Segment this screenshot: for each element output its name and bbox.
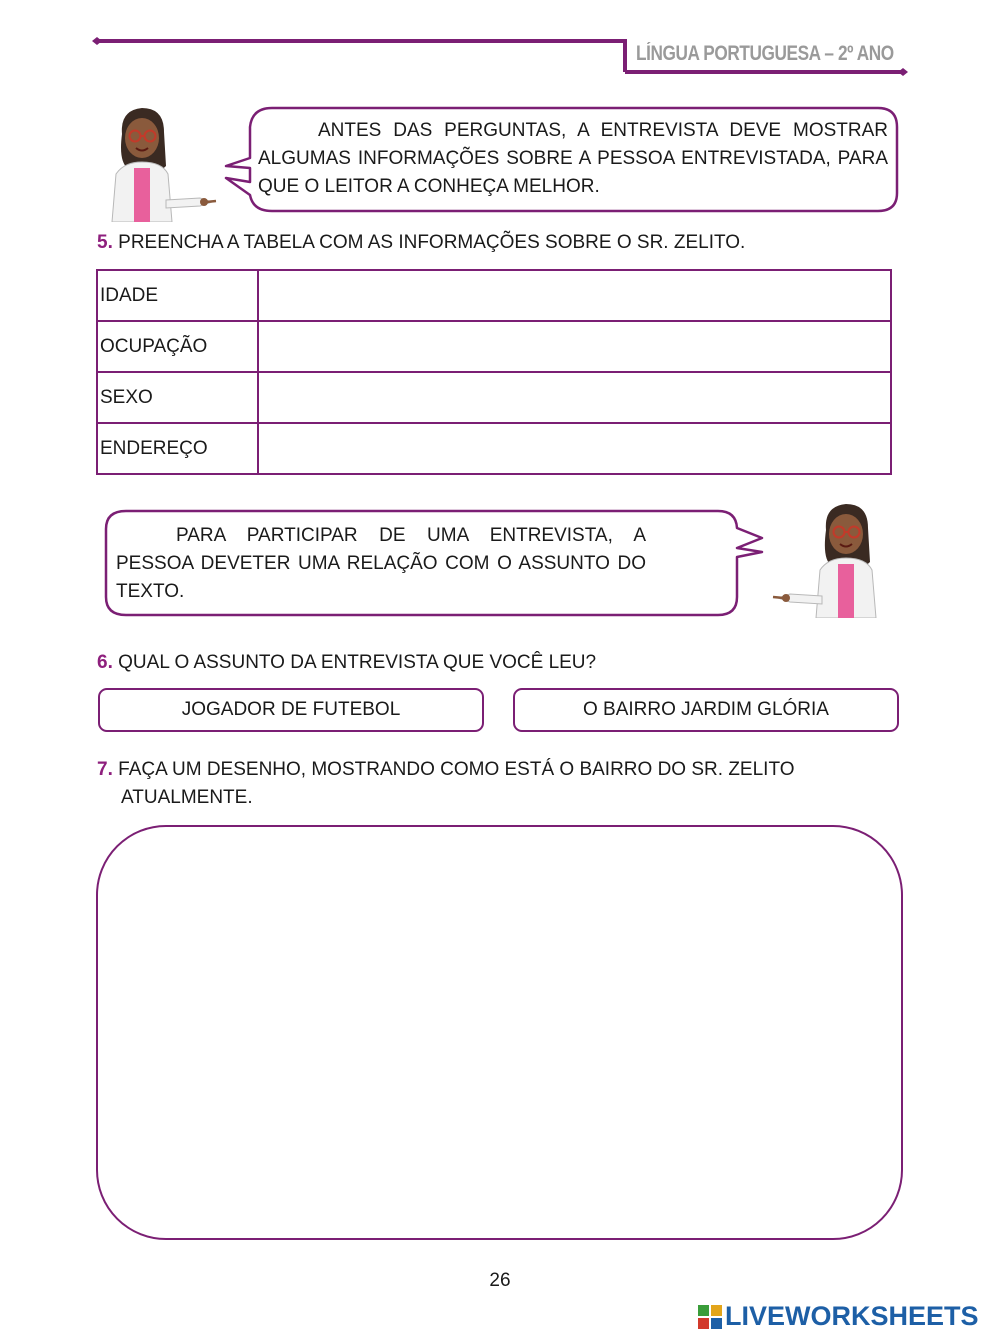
question-text: QUAL O ASSUNTO DA ENTREVISTA QUE VOCÊ LEU? xyxy=(118,652,597,673)
table-answer-cell[interactable] xyxy=(258,372,891,423)
table-label-cell: SEXO xyxy=(97,372,258,423)
speech-bubble-2-text: PARA PARTICIPAR DE UMA ENTREVISTA, A PESSOA DEVETER UMA RELAÇÃO COM O ASSUNTO DO TEXTO. xyxy=(116,525,646,602)
table-label-cell: IDADE xyxy=(97,270,258,321)
question-text-line-1: FAÇA UM DESENHO, MOSTRANDO COMO ESTÁ O BAIRRO DO SR. ZELITO xyxy=(118,759,795,780)
drawing-area[interactable] xyxy=(96,825,903,1240)
table-row xyxy=(97,372,891,423)
liveworksheets-logo-icon xyxy=(697,1304,723,1330)
brand-name: LIVEWORKSHEETS xyxy=(725,1301,979,1331)
answer-option-neighborhood[interactable]: O BAIRRO JARDIM GLÓRIA xyxy=(513,688,899,732)
question-6 xyxy=(97,649,897,677)
speech-bubble-1-text: ANTES DAS PERGUNTAS, A ENTREVISTA DEVE MOSTRAR ALGUMAS INFORMAÇÕES SOBRE A PESSOA ENTREVISTADA, PARA QUE O LEITOR A CONHEÇA MELHOR. xyxy=(258,120,888,197)
question-number: 7. xyxy=(97,759,113,780)
header-title: LÍNGUA PORTUGUESA – 2º ANO xyxy=(636,42,894,65)
question-5 xyxy=(97,229,897,257)
table-row xyxy=(97,270,891,321)
question-7 xyxy=(97,756,900,812)
question-number: 6. xyxy=(97,652,113,673)
table-answer-cell[interactable] xyxy=(258,270,891,321)
teacher-illustration-icon xyxy=(100,104,220,222)
table-label-cell: ENDEREÇO xyxy=(97,423,258,474)
answer-option-football-player[interactable]: JOGADOR DE FUTEBOL xyxy=(98,688,484,732)
teacher-illustration-icon xyxy=(770,500,890,618)
page-number: 26 xyxy=(489,1270,511,1291)
liveworksheets-brand[interactable] xyxy=(697,1301,979,1332)
table-answer-cell[interactable] xyxy=(258,321,891,372)
table-row xyxy=(97,321,891,372)
table-label-cell: OCUPAÇÃO xyxy=(97,321,258,372)
question-number: 5. xyxy=(97,232,113,253)
question-text-line-2: ATUALMENTE. xyxy=(121,787,253,808)
info-table xyxy=(96,269,892,475)
table-answer-cell[interactable] xyxy=(258,423,891,474)
table-row xyxy=(97,423,891,474)
question-text: PREENCHA A TABELA COM AS INFORMAÇÕES SOBRE O SR. ZELITO. xyxy=(118,232,746,253)
